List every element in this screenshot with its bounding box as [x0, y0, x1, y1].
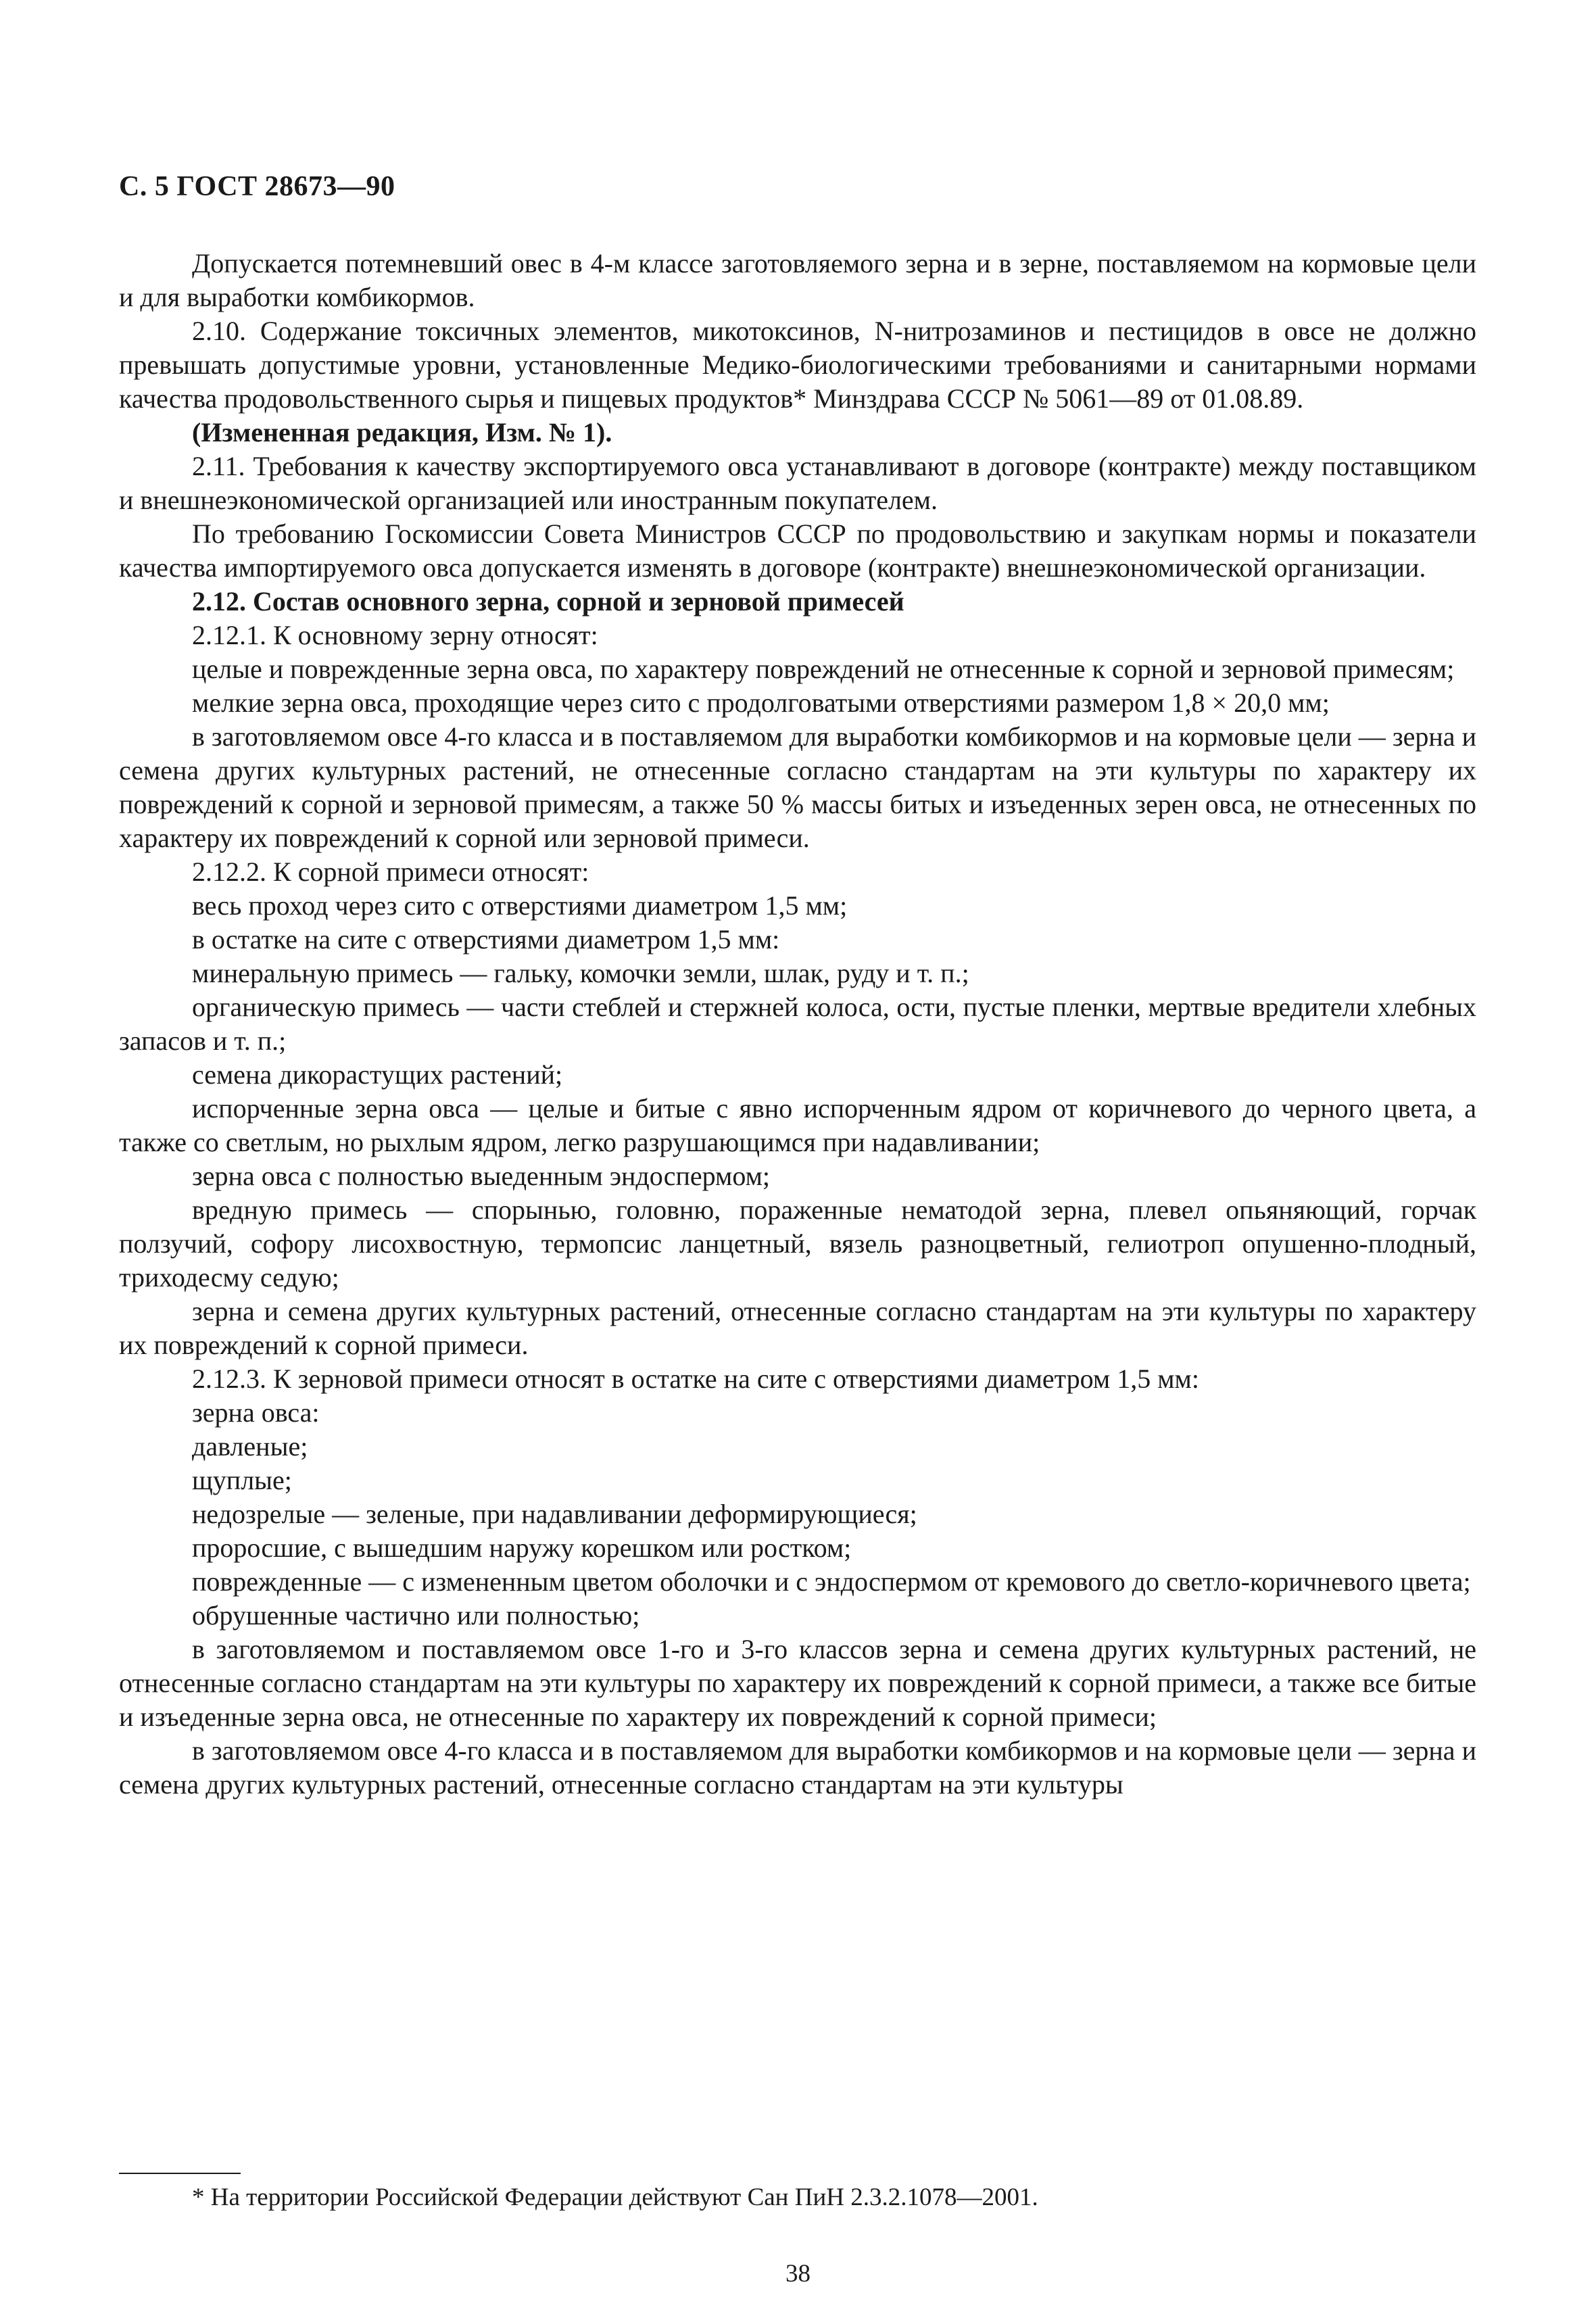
paragraph: Допускается потемневший овес в 4-м классе заготовляемого зерна и в зерне, поставляемом на кормовые цели и для выработки комбикормов. — [119, 248, 1476, 312]
list-item: мелкие зерна овса, проходящие через сито с продолговатыми отверстиями размером 1,8 × 20,0 мм; — [192, 687, 1330, 718]
list-item: органическую примесь — части стеблей и стержней колоса, ости, пустые пленки, мертвые вредители хлебных запасов и т. п.; — [119, 992, 1476, 1056]
page-header: С. 5 ГОСТ 28673—90 — [119, 171, 395, 202]
paragraph: 2.12.1. К основному зерну относят: — [192, 620, 598, 650]
list-item: проросшие, с вышедшим наружу корешком или ростком; — [192, 1533, 852, 1563]
paragraph: 2.12.3. К зерновой примеси относят в остатке на сите с отверстиями диаметром 1,5 мм: — [192, 1364, 1199, 1394]
list-item: в заготовляемом овсе 4-го класса и в поставляемом для выработки комбикормов и на кормовые цели — зерна и семена других культурных растений, отнесенные согласно стандартам на эти культуры — [119, 1735, 1476, 1800]
list-item: вредную примесь — спорынью, головню, пораженные нематодой зерна, плевел опьяняющий, горчак ползучий, софору лисохвостную, термопсис ланцетный, вязель разноцветный, гелиотроп опушенно-плодный, триходесму седую; — [119, 1195, 1476, 1293]
list-item: недозрелые — зеленые, при надавливании деформирующиеся; — [192, 1499, 917, 1529]
paragraph: 2.10. Содержание токсичных элементов, микотоксинов, N-нитрозаминов и пестицидов в овсе не должно превышать допустимые уровни, установленные Медико-биологическими требованиями и санитарными нормами качества продовольственного сырья и пищевых продуктов* Минздрава СССР № 5061—89 от 01.08.89. — [119, 316, 1476, 414]
list-item: зерна и семена других культурных растений, отнесенные согласно стандартам на эти культуры по характеру их повреждений к сорной примеси. — [119, 1296, 1476, 1360]
section-heading: 2.12. Состав основного зерна, сорной и зерновой примесей — [192, 586, 904, 617]
list-item: поврежденные — с измененным цветом оболочки и с эндоспермом от кремового до светло-коричневого цвета; — [192, 1566, 1471, 1597]
paragraph: По требованию Госкомиссии Совета Министров СССР по продовольствию и закупкам нормы и показатели качества импортируемого овса допускается изменять в договоре (контракте) внешнеэкономической организации. — [119, 518, 1476, 583]
list-item: щуплые; — [192, 1465, 292, 1495]
list-item: зерна овса: — [192, 1397, 320, 1428]
list-item: в заготовляемом и поставляемом овсе 1-го и 3-го классов зерна и семена других культурных растений, не отнесенные согласно стандартам на эти культуры по характеру их повреждений к сорной примеси, а также все битые и изъеденные зерна овса, не отнесенные по характеру их повреждений к сорной примеси; — [119, 1634, 1476, 1732]
footnote-divider — [119, 2173, 241, 2174]
list-item: в остатке на сите с отверстиями диаметром 1,5 мм: — [192, 924, 780, 955]
list-item: зерна овса с полностью выеденным эндоспермом; — [192, 1161, 771, 1191]
paragraph: 2.11. Требования к качеству экспортируемого овса устанавливают в договоре (контракте) между поставщиком и внешнеэкономической организацией или иностранным покупателем. — [119, 451, 1476, 515]
document-body — [119, 247, 1476, 1802]
list-item: давленые; — [192, 1431, 308, 1462]
list-item: испорченные зерна овса — целые и битые с явно испорченным ядром от коричневого до черного цвета, а также со светлым, но рыхлым ядром, легко разрушающимся при надавливании; — [119, 1093, 1476, 1157]
footnote: * На территории Российской Федерации действуют Сан ПиН 2.3.2.1078—2001. — [192, 2184, 1038, 2211]
list-item: семена дикорастущих растений; — [192, 1059, 563, 1090]
list-item: обрушенные частично или полностью; — [192, 1600, 640, 1631]
paragraph: 2.12.2. К сорной примеси относят: — [192, 857, 589, 887]
page-number: 38 — [785, 2260, 811, 2288]
list-item: целые и поврежденные зерна овса, по характеру повреждений не отнесенные к сорной и зерновой примесям; — [192, 654, 1455, 684]
list-item: в заготовляемом овсе 4-го класса и в поставляемом для выработки комбикормов и на кормовые цели — зерна и семена других культурных растений, не отнесенные согласно стандартам на эти культуры по характеру их повреждений к сорной и зерновой примесям, а также 50 % массы битых и изъеденных зерен овса, не отнесенных по характеру их повреждений к сорной или зерновой примеси. — [119, 721, 1476, 853]
list-item: весь проход через сито с отверстиями диаметром 1,5 мм; — [192, 890, 848, 921]
amendment-note: (Измененная редакция, Изм. № 1). — [192, 417, 612, 448]
list-item: минеральную примесь — гальку, комочки земли, шлак, руду и т. п.; — [192, 958, 969, 988]
